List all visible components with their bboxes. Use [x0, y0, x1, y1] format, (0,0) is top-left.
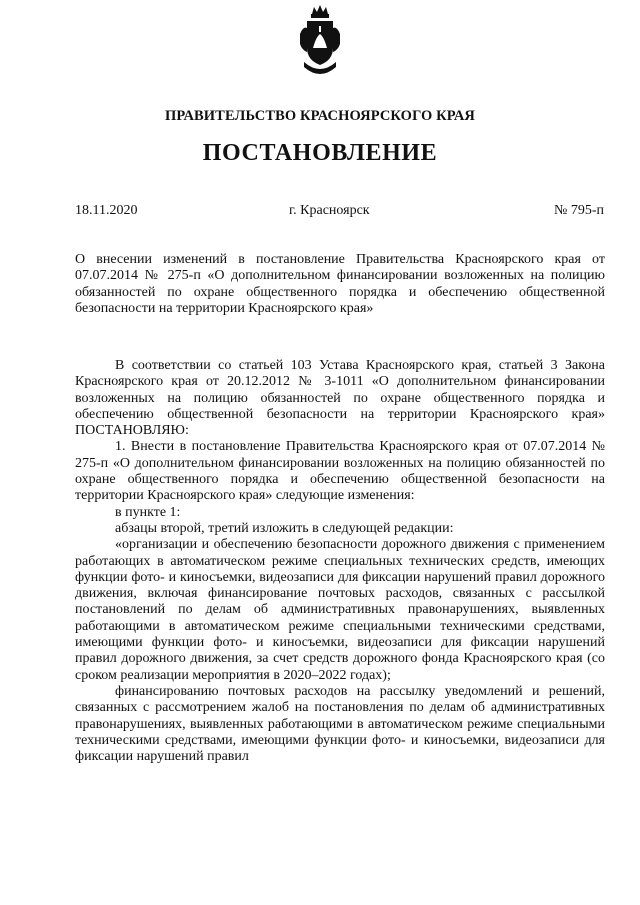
document-city: г. Красноярск	[289, 203, 370, 218]
body-paragraph-item-1: 1. Внести в постановление Правительства Красноярского края от 07.07.2014 № 275-п «О дополнительном финансировании возложенных на полицию обязанностей по охране общественного порядка и обеспечению общественной безопасности на территории Красноярского края» следующие изменения:	[75, 439, 605, 504]
government-name: ПРАВИТЕЛЬСТВО КРАСНОЯРСКОГО КРАЯ	[164, 108, 475, 124]
body-paragraph-quote-1: «организации и обеспечению безопасности дорожного движения с применением работающих в автоматическом режиме специальных технических средств, имеющих функции фото- и киносъемки, видеозаписи для фиксации нарушений правил дорожного движения, включая финансирование почтовых расходов, связанных с рассылкой постановлений по делам об административных правонарушениях, выявленных работающими в автоматическом режиме специальными техническими средствами, имеющими функции фото- и киносъемки, видеозаписи для фиксации нарушений правил дорожного движения, за счет средств дорожного фонда Красноярского края (со сроком реализации мероприятия в 2020–2022 годах);	[75, 537, 605, 683]
document-number: № 795-п	[553, 203, 604, 218]
document-date: 18.11.2020	[75, 203, 138, 218]
body-paragraph-point-1: в пункте 1:	[115, 504, 181, 520]
body-paragraph-preamble: В соответствии со статьей 103 Устава Красноярского края, статьей 3 Закона Красноярского края от 20.12.2012 № 3-1011 «О дополнительном финансировании возложенных на полицию обязанностей по охране общественного порядка и обеспечению общественной безопасности на территории Красноярского края» ПОСТАНОВЛЯЮ:	[75, 358, 605, 439]
body-paragraph-abzats: абзацы второй, третий изложить в следующей редакции:	[115, 520, 454, 536]
document-subject: О внесении изменений в постановление Правительства Красноярского края от 07.07.2014 № 275-п «О дополнительном финансировании возложенных на полицию обязанностей по охране общественного порядка и обеспечению общественной безопасности на территории Красноярского края»	[75, 252, 605, 316]
body-paragraph-quote-2: финансированию почтовых расходов на рассылку уведомлений и решений, связанных с рассмотрением жалоб на постановления по делам об административных правонарушениях, выявленных работающими в автоматическом режиме специальными техническими средствами, имеющими функции фото- и киносъемки, видеозаписи для фиксации нарушений правил	[75, 683, 605, 765]
document-body	[75, 358, 605, 765]
document-title: ПОСТАНОВЛЕНИЕ	[202, 140, 438, 166]
krasnoyarsk-coat-of-arms-icon	[298, 4, 342, 82]
